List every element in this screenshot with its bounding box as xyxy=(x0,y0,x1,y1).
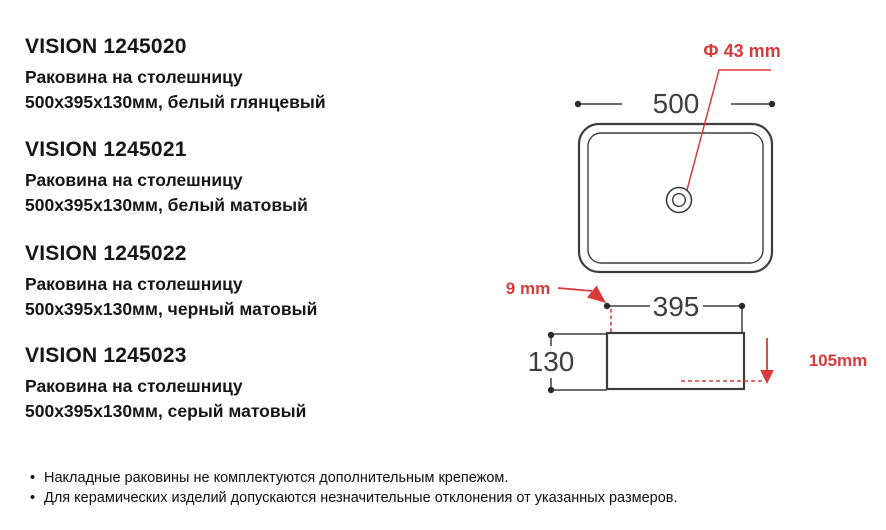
product-type: Раковина на столешницу xyxy=(25,67,243,87)
rim-offset-label: 9 mm xyxy=(505,279,551,298)
product-block-1245021 xyxy=(25,138,308,218)
product-spec: 500x395x130мм, белый матовый xyxy=(25,195,308,215)
note-item xyxy=(30,489,678,509)
product-code: VISION 1245020 xyxy=(25,35,187,58)
rim-offset-arrow-line xyxy=(558,288,592,291)
rim-offset-arrowhead xyxy=(587,286,606,304)
bullet-icon: • xyxy=(30,489,36,506)
product-type: Раковина на столешницу xyxy=(25,274,243,294)
dim-endpoint-dot xyxy=(548,387,554,393)
dim-endpoint-dot xyxy=(575,101,581,107)
product-spec: 500x395x130мм, серый матовый xyxy=(25,401,307,421)
technical-drawing xyxy=(490,20,886,420)
product-block-1245020 xyxy=(25,35,326,115)
dimension-395-label: 395 xyxy=(652,291,700,322)
product-type: Раковина на столешницу xyxy=(25,170,243,190)
footer-notes xyxy=(30,469,678,508)
product-code: VISION 1245022 xyxy=(25,242,187,265)
sink-top-view xyxy=(575,41,781,272)
product-code: VISION 1245023 xyxy=(25,344,187,367)
sink-side-view xyxy=(506,279,868,393)
note-text: Накладные раковины не комплектуются дополнительным крепежом. xyxy=(44,470,509,486)
depth-label: 105mm xyxy=(808,351,868,370)
dim-endpoint-dot xyxy=(739,303,745,309)
dimension-130-label: 130 xyxy=(527,346,575,377)
dim-endpoint-dot xyxy=(769,101,775,107)
product-spec: 500x395x130мм, черный матовый xyxy=(25,299,318,319)
product-block-1245023 xyxy=(25,344,306,424)
product-spec: 500x395x130мм, белый глянцевый xyxy=(25,92,326,112)
depth-arrowhead xyxy=(760,370,774,384)
dimension-500-label: 500 xyxy=(652,88,700,119)
drain-diameter-label: Ф 43 mm xyxy=(703,41,781,61)
product-block-1245022 xyxy=(25,242,317,322)
dim-endpoint-dot xyxy=(604,303,610,309)
drain-hole-outer xyxy=(667,188,692,213)
note-text: Для керамических изделий допускаются незначительные отклонения от указанных размеров. xyxy=(44,489,678,506)
bullet-icon: • xyxy=(30,470,36,486)
product-type: Раковина на столешницу xyxy=(25,376,243,396)
note-item xyxy=(30,469,678,489)
dim-endpoint-dot xyxy=(548,332,554,338)
product-code: VISION 1245021 xyxy=(25,138,187,161)
